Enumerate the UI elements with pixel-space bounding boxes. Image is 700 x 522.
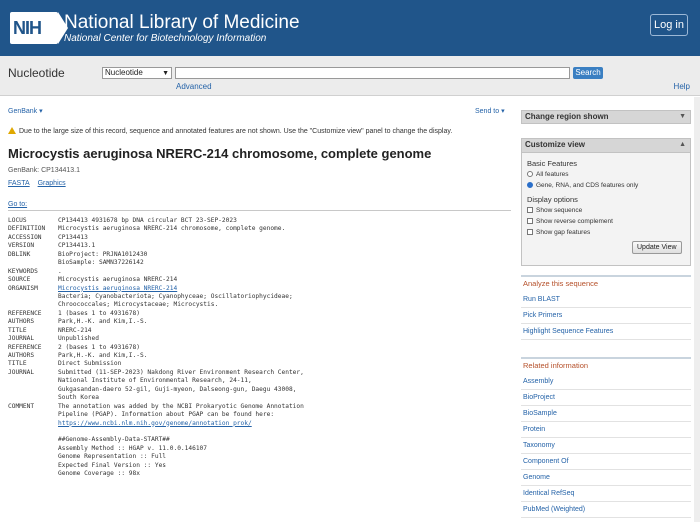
- flatfile-row: [8, 327, 513, 335]
- checkbox-reverse-complement[interactable]: [527, 218, 613, 225]
- flatfile-value: BioProject: PRJNA1012430: [58, 250, 148, 258]
- flatfile-row: [8, 352, 513, 360]
- flatfile-value: Gukgasandan-daero 52-gil, Guji-myeon, Dalseong-gun, Daegu 43008,: [58, 385, 297, 393]
- flatfile-link[interactable]: https://www.ncbi.nlm.nih.gov/genome/annotation_prok/: [58, 419, 252, 427]
- item-label: Component Of: [523, 458, 569, 465]
- flatfile-value: BioSample: SAMN37226142: [58, 259, 144, 267]
- flatfile-value: CP134413.1: [58, 242, 96, 250]
- radio-button-icon: [527, 182, 533, 188]
- flatfile-row: [8, 251, 513, 259]
- chevron-down-icon: ▾: [39, 108, 43, 115]
- flatfile-key: TITLE: [8, 326, 27, 334]
- related-item-biosample[interactable]: [521, 406, 691, 422]
- flatfile-row: [8, 276, 513, 284]
- flatfile-value: Submitted (11-SEP-2023) Nakdong River Environment Research Center,: [58, 368, 304, 376]
- flatfile-key: VERSION: [8, 242, 35, 250]
- flatfile-key: AUTHORS: [8, 352, 35, 359]
- flatfile-key: AUTHORS: [8, 318, 35, 326]
- related-section: [521, 357, 691, 518]
- flatfile-value: Microcystis aeruginosa NRERC-214: [58, 276, 178, 284]
- flatfile-row: [8, 242, 513, 250]
- flatfile-row: [8, 453, 513, 461]
- flatfile-value: Chroococcales; Microcystaceae; Microcystis.: [58, 301, 219, 309]
- site-header: [0, 0, 700, 56]
- flatfile-row: [8, 462, 513, 470]
- nih-logo[interactable]: [10, 12, 58, 44]
- flatfile-row: [8, 394, 513, 402]
- option-label: Show gap features: [536, 229, 591, 236]
- analyze-item-highlight-features[interactable]: [521, 324, 691, 340]
- flatfile-row: [8, 360, 513, 368]
- graphics-link[interactable]: Graphics: [37, 180, 66, 187]
- flatfile-value: Direct Submission: [58, 360, 122, 368]
- related-item-assembly[interactable]: [521, 374, 691, 390]
- radio-gene-rna-cds[interactable]: [527, 182, 638, 189]
- related-item-genome[interactable]: [521, 470, 691, 486]
- chevron-down-icon: ▼: [679, 113, 686, 120]
- send-to-dropdown[interactable]: [475, 107, 505, 115]
- item-label: Taxonomy: [523, 442, 555, 449]
- page-title: Microcystis aeruginosa NRERC-214 chromosome, complete genome: [8, 146, 432, 161]
- related-item-protein[interactable]: [521, 422, 691, 438]
- related-section-title: Related information: [521, 357, 691, 374]
- item-label: Protein: [523, 426, 546, 433]
- search-button[interactable]: Search: [573, 67, 603, 79]
- format-label: GenBank: [8, 108, 38, 115]
- change-region-header[interactable]: [521, 110, 691, 124]
- item-label: Identical RefSeq: [523, 490, 575, 497]
- format-dropdown[interactable]: [8, 107, 43, 115]
- flatfile-value: CP134413: [58, 233, 88, 241]
- change-region-label: Change region shown: [525, 112, 609, 121]
- divider: [8, 210, 511, 211]
- flatfile-value: Genome Coverage :: 98x: [58, 470, 140, 478]
- flatfile-value: Unpublished: [58, 335, 99, 343]
- flatfile-row: [8, 445, 513, 453]
- flatfile-link[interactable]: Microcystis aeruginosa NRERC-214: [58, 284, 178, 292]
- warning-text: Due to the large size of this record, sequence and annotated features are not shown. Use the "Customize view" panel to change the display.: [19, 128, 453, 135]
- flatfile-key: TITLE: [8, 360, 27, 368]
- vertical-scrollbar[interactable]: [694, 97, 700, 522]
- flatfile-key: LOCUS: [8, 217, 27, 224]
- checkbox-icon: [527, 229, 533, 235]
- fasta-link[interactable]: FASTA: [8, 180, 30, 187]
- flatfile-row: [8, 344, 513, 352]
- flatfile-row: [8, 234, 513, 242]
- flatfile-row: [8, 217, 513, 225]
- flatfile-key: JOURNAL: [8, 335, 35, 343]
- flatfile-value: 2 (bases 1 to 4931678): [58, 343, 140, 351]
- record-main: [0, 97, 515, 522]
- flatfile-row: [8, 225, 513, 233]
- checkbox-show-sequence[interactable]: [527, 207, 582, 214]
- flatfile-key: SOURCE: [8, 276, 31, 284]
- flatfile-value: .: [58, 267, 62, 275]
- search-input[interactable]: [175, 67, 570, 79]
- flatfile-key: COMMENT: [8, 402, 35, 410]
- item-label: Pick Primers: [523, 312, 563, 319]
- goto-link[interactable]: Go to:: [8, 201, 28, 208]
- send-to-label: Send to: [475, 108, 500, 115]
- flatfile-value: South Korea: [58, 394, 99, 402]
- flatfile-row: [8, 318, 513, 326]
- login-button[interactable]: Log in: [650, 14, 688, 36]
- flatfile-key: KEYWORDS: [8, 267, 38, 275]
- flatfile-key: REFERENCE: [8, 343, 42, 351]
- flatfile-value: NRERC-214: [58, 326, 92, 334]
- chevron-up-icon: ▲: [679, 141, 686, 148]
- analyze-section: [521, 275, 691, 340]
- flatfile-value: Bacteria; Cyanobacteriota; Cyanophyceae; Oscillatoriophycideae;: [58, 292, 293, 300]
- flatfile-row: [8, 259, 513, 267]
- update-view-button[interactable]: Update View: [632, 241, 682, 254]
- chevron-down-icon: ▾: [501, 108, 505, 115]
- help-link[interactable]: Help: [673, 82, 690, 91]
- customize-view-label: Customize view: [525, 140, 586, 149]
- flatfile-key: JOURNAL: [8, 368, 35, 376]
- flatfile-row: [8, 293, 513, 301]
- option-label: Show sequence: [536, 207, 583, 214]
- flatfile-row: [8, 310, 513, 318]
- accession-line: GenBank: CP134413.1: [8, 167, 80, 174]
- checkbox-icon: [527, 207, 533, 213]
- advanced-search-link[interactable]: Advanced: [176, 82, 212, 91]
- flatfile-value: Genome Representation :: Full: [58, 453, 167, 461]
- item-label: Run BLAST: [523, 296, 560, 303]
- flatfile-value: Assembly Method :: HGAP v. 11.0.0.146107: [58, 444, 208, 452]
- option-label: Gene, RNA, and CDS features only: [536, 182, 639, 189]
- warning-icon: [8, 127, 16, 134]
- item-label: PubMed (Weighted): [523, 506, 586, 513]
- item-label: BioProject: [523, 394, 555, 401]
- site-subtitle: National Center for Biotechnology Information: [64, 33, 267, 44]
- related-item-component-of[interactable]: [521, 454, 691, 470]
- basic-features-label: Basic Features: [527, 159, 578, 168]
- flatfile-row: [8, 403, 513, 411]
- flatfile-value: Park,H.-K. and Kim,I.-S.: [58, 352, 148, 359]
- related-item-taxonomy[interactable]: [521, 438, 691, 454]
- radio-button-icon: [527, 171, 533, 177]
- customize-view-header[interactable]: [522, 139, 690, 153]
- flatfile-row: [8, 335, 513, 343]
- flatfile-key: DEFINITION: [8, 225, 46, 233]
- flatfile-key: REFERENCE: [8, 309, 42, 317]
- flatfile-value: Park,H.-K. and Kim,I.-S.: [58, 318, 148, 326]
- flatfile-row: [8, 470, 513, 478]
- item-label: Highlight Sequence Features: [523, 328, 614, 335]
- flatfile-value: Pipeline (PGAP). Information about PGAP can be found here:: [58, 411, 275, 419]
- flatfile-value: CP134413 4931678 bp DNA circular BCT 23-SEP-2023: [58, 217, 237, 224]
- site-title[interactable]: National Library of Medicine: [64, 12, 300, 33]
- chevron-down-icon: ▼: [162, 70, 169, 77]
- display-options-label: Display options: [527, 195, 578, 204]
- checkbox-gap-features[interactable]: [527, 229, 590, 236]
- flatfile-value: National Institute of Environmental Research, 24-11,: [58, 377, 252, 385]
- flatfile-row: [8, 386, 513, 394]
- flatfile-key: DBLINK: [8, 250, 31, 258]
- flatfile-value: Microcystis aeruginosa NRERC-214 chromosome, complete genome.: [58, 225, 286, 233]
- flatfile-row: [8, 301, 513, 309]
- flatfile-key: ACCESSION: [8, 233, 42, 241]
- database-select-value: Nucleotide: [105, 68, 143, 77]
- flatfile-value: Expected Final Version :: Yes: [58, 461, 167, 469]
- related-item-bioproject[interactable]: [521, 390, 691, 406]
- option-label: All features: [536, 171, 569, 178]
- related-item-identical-refseq[interactable]: [521, 486, 691, 502]
- database-label: Nucleotide: [8, 66, 65, 80]
- flatfile-row: [8, 428, 513, 436]
- radio-all-features[interactable]: [527, 171, 569, 178]
- item-label: BioSample: [523, 410, 557, 417]
- genbank-flatfile: [8, 217, 513, 479]
- flatfile-value: The annotation was added by the NCBI Prokaryotic Genome Annotation: [58, 402, 304, 410]
- flatfile-key: ORGANISM: [8, 284, 38, 292]
- flatfile-value: 1 (bases 1 to 4931678): [58, 309, 140, 317]
- flatfile-row: [8, 268, 513, 276]
- nih-logo-text: NIH: [13, 18, 41, 38]
- checkbox-icon: [527, 218, 533, 224]
- format-links: [8, 180, 72, 187]
- item-label: Assembly: [523, 378, 554, 385]
- related-item-pubmed[interactable]: [521, 502, 691, 518]
- flatfile-row: [8, 411, 513, 419]
- flatfile-row: [8, 420, 513, 428]
- flatfile-row: [8, 436, 513, 444]
- option-label: Show reverse complement: [536, 218, 613, 225]
- search-bar: [0, 56, 700, 96]
- analyze-item-run-blast[interactable]: [521, 292, 691, 308]
- flatfile-row: [8, 285, 513, 293]
- flatfile-row: [8, 377, 513, 385]
- analyze-item-pick-primers[interactable]: [521, 308, 691, 324]
- database-select[interactable]: [102, 67, 172, 79]
- flatfile-value: ##Genome-Assembly-Data-START##: [58, 436, 170, 444]
- analyze-section-title: Analyze this sequence: [521, 275, 691, 292]
- item-label: Genome: [523, 474, 550, 481]
- large-record-warning: [8, 127, 452, 135]
- flatfile-row: [8, 369, 513, 377]
